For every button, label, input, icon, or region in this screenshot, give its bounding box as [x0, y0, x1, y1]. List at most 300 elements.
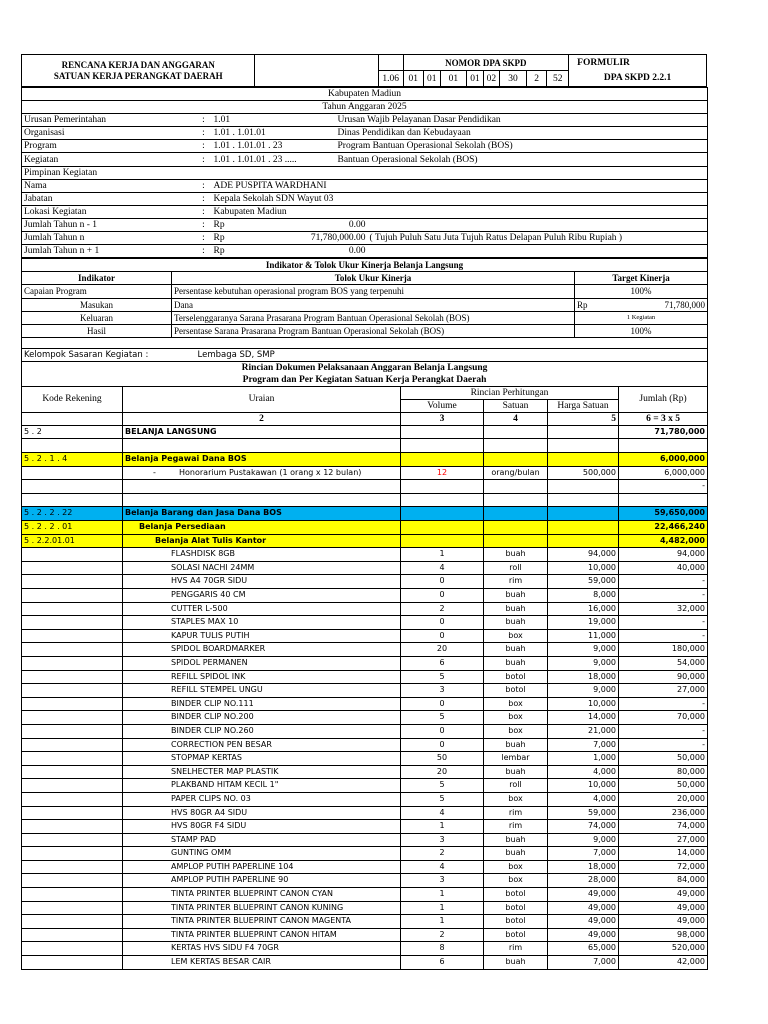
item-name: SPIDOL PERMANEN — [123, 656, 401, 670]
cell-blank — [22, 480, 123, 494]
indicator-row — [22, 285, 708, 298]
item-total: - — [619, 629, 708, 643]
item-price: 9,000 — [548, 643, 619, 657]
year-amount: 71,780,000.00 — [310, 233, 366, 244]
info-desc: Dinas Pendidikan dan Kebudayaan — [336, 127, 708, 140]
item-unit: roll — [484, 779, 548, 793]
info-colon: : — [196, 140, 212, 153]
item-total — [619, 439, 708, 453]
info-desc — [336, 179, 708, 192]
cell-blank — [484, 480, 548, 494]
rincian-title1: Rincian Dokumen Pelaksanaan Anggaran Belanja Langsung — [22, 362, 708, 374]
cell-blank — [22, 616, 123, 630]
line-item-row — [22, 575, 708, 589]
item-price: 500,000 — [548, 466, 619, 480]
cell-blank — [22, 724, 123, 738]
item-unit: botol — [484, 670, 548, 684]
line-item-row — [22, 833, 708, 847]
account-total: 71,780,000 — [619, 426, 708, 439]
item-name: STOPMAP KERTAS — [123, 752, 401, 766]
line-item-row — [22, 602, 708, 616]
item-name: SNELHECTER MAP PLASTIK — [123, 765, 401, 779]
item-name: BINDER CLIP NO.111 — [123, 697, 401, 711]
cell-blank — [22, 589, 123, 603]
item-total: 180,000 — [619, 643, 708, 657]
year-value-cell — [212, 232, 708, 245]
item-total: - — [619, 589, 708, 603]
cell-blank — [22, 697, 123, 711]
col-number: 2 — [123, 412, 401, 425]
dpa-code: 1.06 — [378, 71, 403, 87]
indicator-target: 100% — [575, 324, 708, 337]
form-code: DPA SKPD 2.2.1 — [569, 71, 707, 87]
item-volume: 8 — [401, 942, 484, 956]
line-item-row — [22, 765, 708, 779]
year-row — [22, 245, 708, 258]
item-volume: 3 — [401, 874, 484, 888]
cell-blank — [22, 860, 123, 874]
item-total: - — [619, 480, 708, 494]
item-total: 40,000 — [619, 561, 708, 575]
item-price: 14,000 — [548, 711, 619, 725]
cell-blank — [22, 779, 123, 793]
category-total: 4,482,000 — [619, 534, 708, 548]
item-name: REFILL SPIDOL INK — [123, 670, 401, 684]
cell-blank — [401, 493, 484, 507]
item-price: 28,000 — [548, 874, 619, 888]
item-unit: box — [484, 629, 548, 643]
item-name: TINTA PRINTER BLUEPRINT CANON MAGENTA — [123, 915, 401, 929]
item-volume: 4 — [401, 860, 484, 874]
item-unit: botol — [484, 888, 548, 902]
item-price: 94,000 — [548, 548, 619, 562]
line-item-row — [22, 697, 708, 711]
line-item-row — [22, 724, 708, 738]
cell-blank — [123, 439, 401, 453]
indicator-row — [22, 298, 708, 311]
info-code — [212, 166, 336, 179]
info-code: 1.01 . 1.01.01 — [212, 127, 336, 140]
info-colon: : — [196, 179, 212, 192]
cell-blank — [22, 901, 123, 915]
item-volume: 2 — [401, 847, 484, 861]
cell-blank — [548, 493, 619, 507]
info-row — [22, 140, 708, 153]
account-code: 5 . 2 — [22, 426, 123, 439]
info-label: Urusan Pemerintahan — [22, 114, 196, 127]
col-number: 4 — [484, 412, 548, 425]
item-total: 98,000 — [619, 928, 708, 942]
region: Kabupaten Madiun — [22, 88, 708, 101]
cell-blank — [22, 765, 123, 779]
cell-blank — [22, 915, 123, 929]
line-item-row — [22, 466, 708, 480]
item-name: STAMP PAD — [123, 833, 401, 847]
info-code: Kabupaten Madiun — [212, 205, 336, 218]
year-currency: Rp — [213, 233, 225, 244]
category-name: Belanja Alat Tulis Kantor — [123, 534, 401, 548]
item-unit: buah — [484, 847, 548, 861]
item-total: 27,000 — [619, 684, 708, 698]
rincian-header — [21, 362, 708, 426]
item-volume: 5 — [401, 670, 484, 684]
item-name: STAPLES MAX 10 — [123, 616, 401, 630]
cell-blank — [22, 806, 123, 820]
item-unit: buah — [484, 956, 548, 970]
cell-blank — [22, 602, 123, 616]
category-row — [22, 521, 708, 535]
item-price: 49,000 — [548, 888, 619, 902]
line-item-row — [22, 670, 708, 684]
item-price: 9,000 — [548, 833, 619, 847]
item-total: 74,000 — [619, 820, 708, 834]
line-item-row — [22, 820, 708, 834]
item-price: 18,000 — [548, 860, 619, 874]
info-colon: : — [196, 205, 212, 218]
cell-blank — [548, 534, 619, 548]
item-price: 10,000 — [548, 779, 619, 793]
cell-blank — [22, 656, 123, 670]
indicator-target: 71,780,000 — [655, 298, 708, 311]
cell-blank — [123, 480, 401, 494]
item-volume: 4 — [401, 561, 484, 575]
col-rincian-perhitungan: Rincian Perhitungan — [401, 386, 619, 399]
item-name: PLAKBAND HITAM KECIL 1" — [123, 779, 401, 793]
info-desc: Urusan Wajib Pelayanan Dasar Pendidikan — [336, 114, 708, 127]
form-title-line2: SATUAN KERJA PERANGKAT DAERAH — [53, 70, 223, 81]
sasaran-label: Kelompok Sasaran Kegiatan : — [22, 348, 172, 361]
info-row — [22, 179, 708, 192]
item-total: 90,000 — [619, 670, 708, 684]
line-item-row — [22, 643, 708, 657]
year-value-cell — [212, 218, 708, 231]
info-label: Nama — [22, 179, 196, 192]
item-unit: rim — [484, 942, 548, 956]
indicator-tolok: Dana — [172, 298, 575, 311]
item-volume: 0 — [401, 724, 484, 738]
info-row — [22, 166, 708, 179]
cell-blank — [484, 534, 548, 548]
item-price: 9,000 — [548, 656, 619, 670]
cell-blank — [22, 439, 123, 453]
item-unit: buah — [484, 616, 548, 630]
item-price: 7,000 — [548, 847, 619, 861]
category-code: 5 . 2 . 2 . 01 — [22, 521, 123, 535]
item-total: 42,000 — [619, 956, 708, 970]
cell-blank — [548, 426, 619, 439]
item-unit: botol — [484, 928, 548, 942]
item-name — [123, 466, 401, 480]
item-unit: orang/bulan — [484, 466, 548, 480]
item-price: 49,000 — [548, 928, 619, 942]
item-volume: 0 — [401, 575, 484, 589]
cell-blank — [22, 847, 123, 861]
item-name: CUTTER L-500 — [123, 602, 401, 616]
blank-row — [22, 480, 708, 494]
cell-blank — [22, 575, 123, 589]
item-total: 49,000 — [619, 915, 708, 929]
line-item-row — [22, 561, 708, 575]
info-colon: : — [196, 114, 212, 127]
year-label: Jumlah Tahun n + 1 — [22, 245, 196, 258]
info-row — [22, 114, 708, 127]
item-volume: 0 — [401, 616, 484, 630]
info-label: Jabatan — [22, 192, 196, 205]
info-row — [22, 127, 708, 140]
item-name: AMPLOP PUTIH PAPERLINE 104 — [123, 860, 401, 874]
item-name: SPIDOL BOARDMARKER — [123, 643, 401, 657]
account-name: BELANJA LANGSUNG — [123, 426, 401, 439]
item-volume: 0 — [401, 589, 484, 603]
item-total: 49,000 — [619, 888, 708, 902]
item-name: BINDER CLIP NO.260 — [123, 724, 401, 738]
item-total: 32,000 — [619, 602, 708, 616]
item-price: 4,000 — [548, 792, 619, 806]
line-item-row — [22, 752, 708, 766]
cell-blank — [548, 507, 619, 521]
cell-blank — [401, 480, 484, 494]
year-row — [22, 218, 708, 231]
year-words — [366, 246, 370, 256]
item-label: Honorarium Pustakawan (1 orang x 12 bulan) — [179, 467, 362, 477]
col-number: 5 — [548, 412, 619, 425]
fiscal-year: Tahun Anggaran 2025 — [22, 101, 708, 114]
info-code: Kepala Sekolah SDN Wayut 03 — [212, 192, 336, 205]
cell-blank — [401, 507, 484, 521]
dpa-sheet — [21, 54, 707, 970]
item-name: LEM KERTAS BESAR CAIR — [123, 956, 401, 970]
item-total: - — [619, 575, 708, 589]
info-desc — [336, 166, 708, 179]
category-row — [22, 534, 708, 548]
item-name: TINTA PRINTER BLUEPRINT CANON KUNING — [123, 901, 401, 915]
dpa-code: 01 — [424, 71, 440, 87]
item-unit: buah — [484, 656, 548, 670]
year-amount: 0.00 — [348, 246, 366, 257]
item-unit: buah — [484, 589, 548, 603]
indicator-target: 1 Kegiatan — [575, 311, 708, 324]
item-price: 59,000 — [548, 806, 619, 820]
col-harga-satuan: Harga Satuan — [548, 399, 619, 412]
item-total: 84,000 — [619, 874, 708, 888]
item-name: KERTAS HVS SIDU F4 70GR — [123, 942, 401, 956]
item-unit: box — [484, 697, 548, 711]
item-price: 65,000 — [548, 942, 619, 956]
line-item-row — [22, 779, 708, 793]
item-name: SOLASI NACHI 24MM — [123, 561, 401, 575]
item-price: 18,000 — [548, 670, 619, 684]
indicator-target-currency: Rp — [575, 298, 655, 311]
item-total: 94,000 — [619, 548, 708, 562]
item-volume: 2 — [401, 928, 484, 942]
item-unit: botol — [484, 901, 548, 915]
cell-blank — [22, 833, 123, 847]
year-colon: : — [196, 245, 212, 258]
category-name: Belanja Barang dan Jasa Dana BOS — [123, 507, 401, 521]
item-price: 10,000 — [548, 697, 619, 711]
line-item-row — [22, 860, 708, 874]
cell-blank — [484, 439, 548, 453]
dpa-code: 01 — [467, 71, 483, 87]
col-uraian: Uraian — [123, 386, 401, 412]
sasaran-value: Lembaga SD, SMP — [172, 348, 708, 361]
item-volume: 0 — [401, 738, 484, 752]
dpa-code: 01 — [440, 71, 467, 87]
item-price: 74,000 — [548, 820, 619, 834]
cell-blank — [22, 752, 123, 766]
item-name: REFILL STEMPEL UNGU — [123, 684, 401, 698]
item-unit: buah — [484, 602, 548, 616]
item-unit: lembar — [484, 752, 548, 766]
line-item-row — [22, 629, 708, 643]
category-total: 22,466,240 — [619, 521, 708, 535]
form-title — [22, 55, 255, 87]
item-volume: 1 — [401, 915, 484, 929]
item-name: PENGGARIS 40 CM — [123, 589, 401, 603]
cell-blank — [22, 956, 123, 970]
item-total: 6,000,000 — [619, 466, 708, 480]
item-unit: rim — [484, 820, 548, 834]
item-volume: 2 — [401, 602, 484, 616]
indicator-name: Capaian Program — [22, 285, 172, 298]
line-item-row — [22, 684, 708, 698]
item-dash: - — [153, 467, 156, 477]
dpa-code: 2 — [526, 71, 547, 87]
indicator-col-tolok: Tolok Ukur Kinerja — [172, 272, 575, 285]
cell-blank — [401, 534, 484, 548]
item-total: 27,000 — [619, 833, 708, 847]
year-colon: : — [196, 218, 212, 231]
line-item-row — [22, 956, 708, 970]
category-code: 5 . 2.2.01.01 — [22, 534, 123, 548]
item-price: 7,000 — [548, 738, 619, 752]
item-total: 49,000 — [619, 901, 708, 915]
item-unit: botol — [484, 684, 548, 698]
item-volume: 5 — [401, 711, 484, 725]
year-amount: 0.00 — [348, 219, 366, 230]
cell-blank — [401, 426, 484, 439]
item-name: FLASHDISK 8GB — [123, 548, 401, 562]
col-jumlah: Jumlah (Rp) — [619, 386, 708, 412]
year-colon: : — [196, 232, 212, 245]
year-value-cell — [212, 245, 708, 258]
item-name: PAPER CLIPS NO. 03 — [123, 792, 401, 806]
category-total: 6,000,000 — [619, 453, 708, 467]
rincian-table — [21, 426, 708, 970]
info-colon: : — [196, 153, 212, 166]
item-unit: box — [484, 792, 548, 806]
cell-blank — [22, 629, 123, 643]
item-volume: 1 — [401, 548, 484, 562]
item-name: TINTA PRINTER BLUEPRINT CANON HITAM — [123, 928, 401, 942]
item-unit: rim — [484, 575, 548, 589]
info-desc: Program Bantuan Operasional Sekolah (BOS) — [336, 140, 708, 153]
item-volume: 3 — [401, 684, 484, 698]
cell-blank — [22, 738, 123, 752]
info-label: Lokasi Kegiatan — [22, 205, 196, 218]
item-price: 10,000 — [548, 561, 619, 575]
item-volume: 5 — [401, 792, 484, 806]
year-words: ( Tujuh Puluh Satu Juta Tujuh Ratus Delapan Puluh Ribu Rupiah ) — [369, 233, 623, 244]
line-item-row — [22, 792, 708, 806]
category-row — [22, 507, 708, 521]
item-volume: 1 — [401, 820, 484, 834]
item-price: 49,000 — [548, 915, 619, 929]
cell-blank — [401, 521, 484, 535]
item-volume: 12 — [401, 466, 484, 480]
col-satuan: Satuan — [484, 399, 548, 412]
indicator-name: Hasil — [22, 324, 172, 337]
item-volume: 0 — [401, 629, 484, 643]
item-name: GUNTING OMM — [123, 847, 401, 861]
item-unit: box — [484, 724, 548, 738]
item-unit: box — [484, 874, 548, 888]
category-code: 5 . 2 . 1 . 4 — [22, 453, 123, 467]
item-total: 72,000 — [619, 860, 708, 874]
item-total: 50,000 — [619, 779, 708, 793]
item-total: - — [619, 724, 708, 738]
info-desc — [336, 205, 708, 218]
item-total: - — [619, 697, 708, 711]
cell-blank — [484, 426, 548, 439]
line-item-row — [22, 942, 708, 956]
info-desc — [336, 192, 708, 205]
item-price: 8,000 — [548, 589, 619, 603]
category-code: 5 . 2 . 2 . 22 — [22, 507, 123, 521]
item-price: 49,000 — [548, 901, 619, 915]
header-blank — [255, 55, 378, 87]
blank-row — [22, 493, 708, 507]
info-code: ADE PUSPITA WARDHANI — [212, 179, 336, 192]
item-unit: buah — [484, 643, 548, 657]
indicator-row — [22, 311, 708, 324]
cell-blank — [401, 453, 484, 467]
cell-blank — [484, 453, 548, 467]
year-label: Jumlah Tahun n - 1 — [22, 218, 196, 231]
cell-blank — [22, 670, 123, 684]
item-unit: box — [484, 860, 548, 874]
item-total: 20,000 — [619, 792, 708, 806]
dpa-number-label: NOMOR DPA SKPD — [403, 55, 569, 71]
line-item-row — [22, 888, 708, 902]
item-volume: 20 — [401, 643, 484, 657]
info-label: Pimpinan Kegiatan — [22, 166, 196, 179]
info-code: 1.01 — [212, 114, 336, 127]
dpa-code: 02 — [483, 71, 499, 87]
cell-blank — [22, 561, 123, 575]
indicator-target: 100% — [575, 285, 708, 298]
line-item-row — [22, 738, 708, 752]
info-desc: Bantuan Operasional Sekolah (BOS) — [336, 153, 708, 166]
info-row — [22, 192, 708, 205]
item-name: TINTA PRINTER BLUEPRINT CANON CYAN — [123, 888, 401, 902]
line-item-row — [22, 589, 708, 603]
category-total: 59,650,000 — [619, 507, 708, 521]
item-unit: buah — [484, 833, 548, 847]
item-volume: 5 — [401, 779, 484, 793]
info-colon: : — [196, 127, 212, 140]
indicator-name: Keluaran — [22, 311, 172, 324]
item-total: 520,000 — [619, 942, 708, 956]
indicator-tolok: Persentase Sarana Prasarana Program Bantuan Operasional Sekolah (BOS) — [172, 324, 575, 337]
form-header — [21, 54, 707, 87]
item-total: - — [619, 616, 708, 630]
cell-blank — [484, 507, 548, 521]
item-unit: roll — [484, 561, 548, 575]
indicator-col-target: Target Kinerja — [575, 272, 708, 285]
item-name: CORRECTION PEN BESAR — [123, 738, 401, 752]
line-item-row — [22, 928, 708, 942]
